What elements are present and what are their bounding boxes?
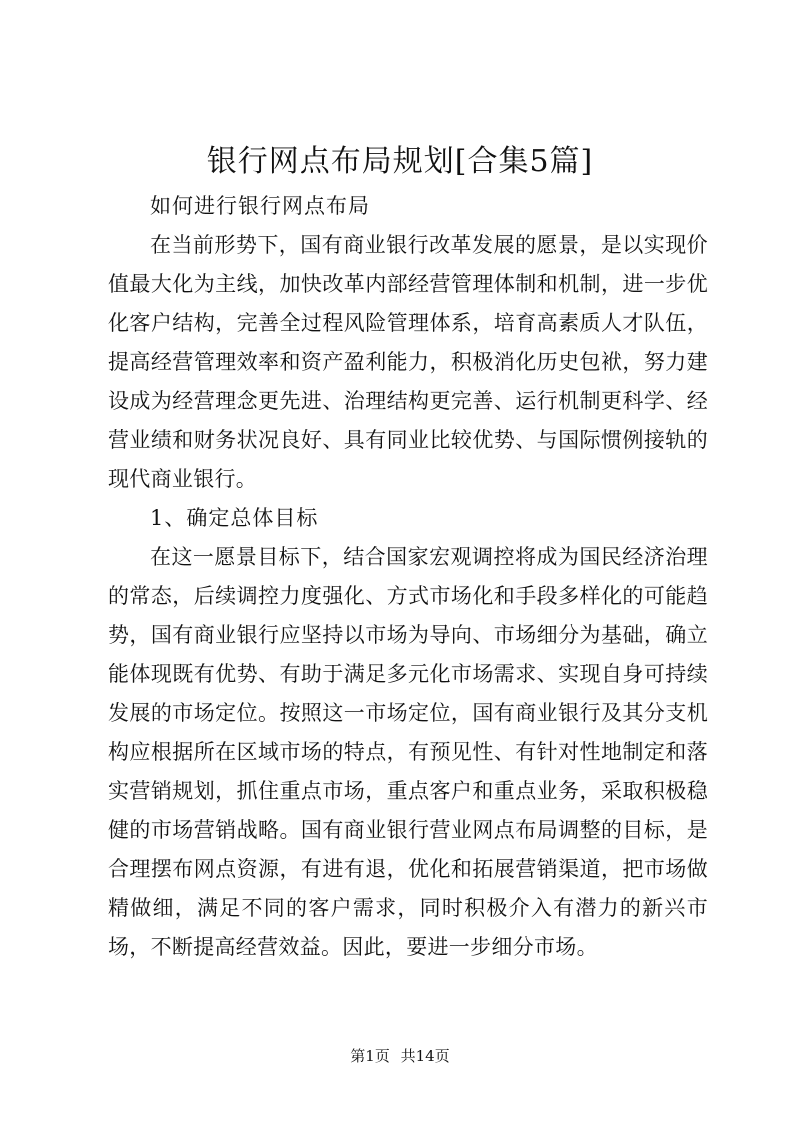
body-paragraph: 在这一愿景目标下，结合国家宏观调控将成为国民经济治理的常态，后续调控力度强化、方式市场化和手段多样化的可能趋势，国有商业银行应坚持以市场为导向、市场细分为基础，确立能体现既有优势、有助于满足多元化市场需求、实现自身可持续发展的市场定位。按照这一市场定位，国有商业银行及其分支机构应根据所在区域市场的特点，有预见性、有针对性地制定和落实营销规划，抓住重点市场，重点客户和重点业务，采取积极稳健的市场营销战略。国有商业银行营业网点布局调整的目标，是合理摆布网点资源，有进有退，优化和拓展营销渠道，把市场做精做细，满足不同的客户需求，同时积极介入有潜力的新兴市场，不断提高经营效益。因此，要进一步细分市场。: [108, 545, 708, 959]
document-body: [108, 187, 708, 967]
page-number: 第1页: [350, 1047, 390, 1065]
document-title: 银行网点布局规划[合集5篇]: [206, 144, 594, 179]
page-footer: [0, 1046, 800, 1066]
section-heading: 1、确定总体目标: [150, 506, 319, 530]
page-total: 共14页: [400, 1047, 450, 1065]
section-heading: 如何进行银行网点布局: [150, 194, 370, 218]
body-paragraph: 在当前形势下，国有商业银行改革发展的愿景，是以实现价值最大化为主线，加快改革内部经营管理体制和机制，进一步优化客户结构，完善全过程风险管理体系，培育高素质人才队伍，提高经营管理效率和资产盈利能力，积极消化历史包袱，努力建设成为经营理念更先进、治理结构更完善、运行机制更科学、经营业绩和财务状况良好、具有同业比较优势、与国际惯例接轨的现代商业银行。: [108, 233, 708, 491]
